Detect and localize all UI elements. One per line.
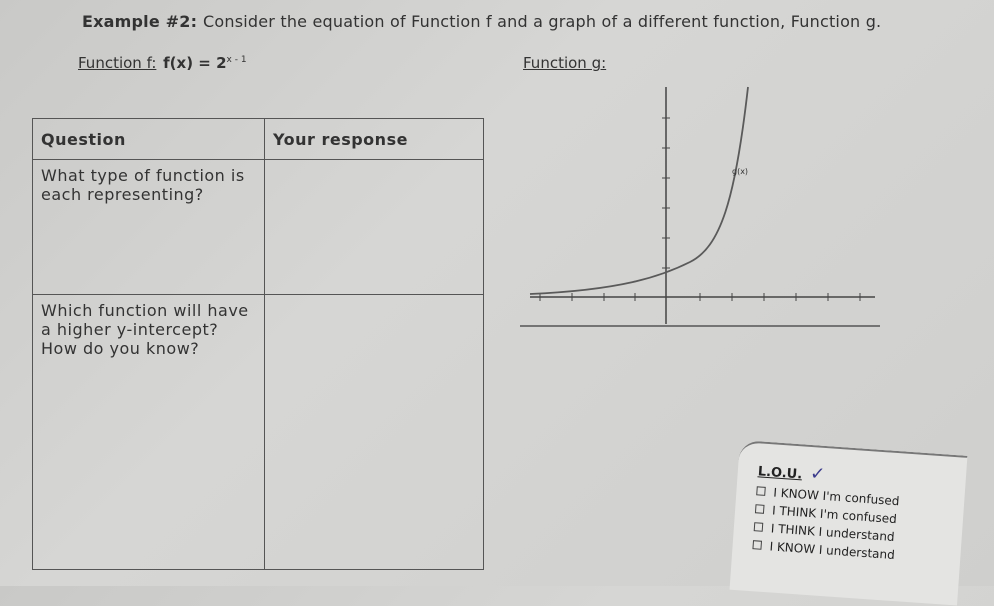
response-cell[interactable] [265, 160, 484, 295]
example-text: Consider the equation of Function f and a graph of a different function, Function g. [203, 12, 882, 31]
lou-option[interactable]: I THINK I understand [753, 520, 951, 548]
lou-card [730, 440, 968, 606]
lou-title: L.O.U. [757, 464, 803, 483]
function-f-exponent: x - 1 [226, 55, 247, 65]
checkmark-icon: ✓ [809, 462, 826, 485]
checkbox-icon[interactable] [755, 504, 765, 514]
lou-option[interactable]: I KNOW I understand [752, 538, 950, 566]
question-cell: Which function will have a higher y-intercept? How do you know? [33, 295, 265, 570]
header-question: Question [33, 119, 265, 160]
response-cell[interactable] [265, 295, 484, 570]
checkbox-icon[interactable] [754, 522, 764, 532]
header-response: Your response [265, 119, 484, 160]
lou-option[interactable]: I KNOW I'm confused [756, 484, 954, 512]
function-f-label [78, 54, 247, 72]
function-g-graph [520, 82, 890, 342]
table-row [33, 160, 484, 295]
function-g-title: Function g: [523, 54, 607, 72]
checkbox-icon[interactable] [752, 540, 762, 550]
function-f-title: Function f: [78, 54, 157, 72]
example-prefix: Example #2: [82, 12, 198, 31]
question-table [32, 118, 484, 570]
lou-option[interactable]: I THINK I'm confused [755, 502, 953, 530]
example-heading [82, 12, 881, 31]
checkbox-icon[interactable] [756, 486, 766, 496]
curve-label: g(x) [732, 167, 749, 176]
g-curve [530, 87, 748, 294]
table-row [33, 295, 484, 570]
function-f-equation: f(x) = 2 [163, 54, 227, 72]
question-cell: What type of function is each representing? [33, 160, 265, 295]
